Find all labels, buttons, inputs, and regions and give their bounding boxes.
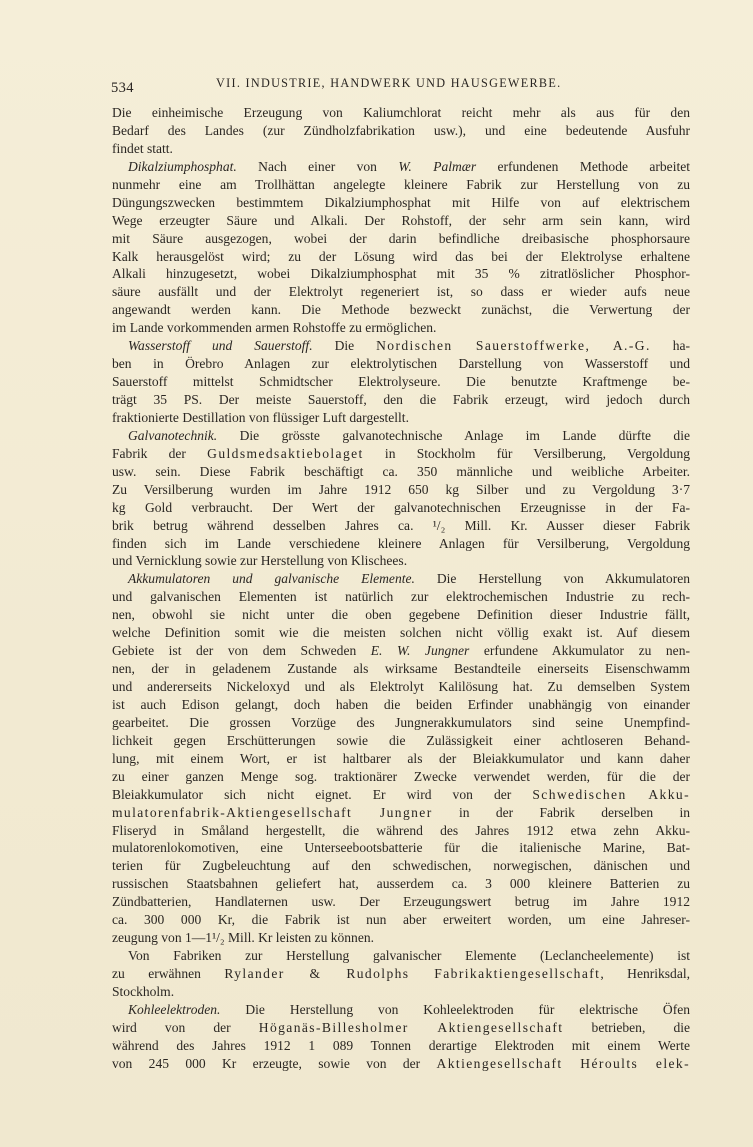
text-run: und galvanischen Elementen ist natürlich zur elektrochemischen Industrie zu rech- [112,589,690,605]
text-line [112,839,690,857]
text-line [112,230,690,248]
text-run: Bleiakkumulator sich nicht eignet. Er wird von der [112,786,533,802]
text-run: während des Jahres 1912 1 089 Tonnen derartige Elektroden mit einem Werte [112,1037,690,1053]
text-run: usw. sein. Diese Fabrik beschäftigt ca. 350 männliche und weibliche Arbeiter. [112,463,690,479]
text-line [112,1019,690,1037]
text-line [112,337,690,355]
text-run: nunmehr eine am Trollhättan angelegte kleinere Fabrik zur Herstellung von zu [112,176,690,192]
text-line [112,122,690,140]
text-run: erfundenen Methode arbeitet [476,158,690,174]
text-line [112,409,690,427]
text-line [112,606,690,624]
text-run: im Lande vorkommenden armen Rohstoffe zu ermöglichen. [112,320,437,336]
text-line [112,140,690,158]
text-run: trägt 35 PS. Der meiste Sauerstoff, den die Fabrik erzeugt, wird jedoch durch [112,392,690,407]
page-header [108,76,688,94]
text-run: Von Fabriken zur Herstellung galvanischer Elemente (Leclancheelemente) ist [128,948,690,964]
text-run: angewandt werden kann. Die Methode bezweckt zunächst, die Verwertung der [112,302,690,318]
text-run: finden sich im Lande verschiedene kleinere Anlagen für Versilberung, Vergoldung [112,535,690,551]
text-line [112,194,690,212]
text-run: in der Fabrik derselben in [432,804,690,820]
text-run: Gebiete ist der von dem Schweden [112,643,371,659]
text-run: mit Säure ausgezogen, wobei der darin befindliche dreibasische phosphorsaure [112,230,690,246]
text-run: Die einheimische Erzeugung von Kaliumchlorat reicht mehr als aus für den [112,105,690,120]
text-run: welche Definition somit wie die meisten solchen nicht völlig exakt ist. Auf diesem [112,625,690,641]
text-run: ben in Örebro Anlagen zur elektrolytischen Darstellung von Wasserstoff und [112,356,690,372]
text-line [112,427,690,445]
italic-run: Kohleelektroden. [128,1001,221,1017]
text-line [112,481,690,499]
text-run: lichkeit gegen Erschütterungen sowie die Zulässigkeit einer achtloseren Behand- [112,732,690,748]
text-run: ca. 300 000 Kr, die Fabrik ist nun aber erweitert worden, um eine Jahreser- [112,912,690,928]
text-line [112,588,690,606]
text-run: Alkali hinzugesetzt, wobei Dikalziumphosphat mit 35 % zitratlöslicher Phosphor- [112,266,690,282]
text-line [112,750,690,768]
text-line [112,911,690,929]
body-text [112,104,690,1073]
text-line [112,319,690,337]
text-line [112,696,690,714]
spaced-run: Nordischen Sauerstoffwerke, A.-G. [376,338,651,354]
text-line [112,570,690,588]
text-line [112,1001,690,1019]
text-line [112,983,690,1001]
text-line [112,355,690,373]
text-line [112,732,690,750]
italic-run: E. W. Jungner [370,643,470,659]
text-line [112,768,690,786]
text-run: nen, der in geladenem Zustande als wirksame Bestandteile einerseits Eisenschwamm [112,661,690,677]
running-title: VII. INDUSTRIE, HANDWERK UND HAUSGEWERBE. [216,76,562,90]
text-run: Düngungszwecken bestimmtem Dikalziumphosphat mit Hilfe von auf elektrischem [112,194,690,210]
text-run: betrieben, die [563,1019,690,1035]
page-number: 534 [111,80,134,96]
text-run: Nach einer von [236,158,399,174]
text-line [112,893,690,911]
text-run: fraktionierte Destillation von flüssiger Luft dargestellt. [112,409,409,425]
text-run: in Stockholm für Versilberung, Vergoldung [363,445,690,461]
text-run: Die grösste galvanotechnische Anlage im Lande dürfte die [217,427,690,443]
text-run: brik betrug während desselben Jahres ca. ¹/₂ Mill. Kr. Ausser dieser Fabrik [112,517,690,533]
text-run: findet statt. [112,140,173,156]
text-run: russischen Staatsbahnen geliefert hat, ausserdem ca. 3 000 kleinere Batterien zu [112,876,690,892]
text-run: nen, obwohl sie nicht unter die oben gegebene Definition dieser Industrie fällt, [112,607,690,623]
text-line [112,463,690,481]
spaced-run: Guldsmedsaktiebolaget [207,445,364,461]
text-run: erfundene Akkumulator zu nen- [469,643,690,659]
text-line [112,624,690,642]
text-line [112,875,690,893]
italic-run: W. Palmær [398,158,477,174]
text-line [112,158,690,176]
text-line [112,642,690,660]
text-line [112,1037,690,1055]
text-line [112,786,690,804]
text-line [112,248,690,266]
text-run: zu einer ganzen Menge sog. traktionärer Zwecke verwendet werden, für die der [112,768,690,784]
text-run: , Henriksdal, [600,966,690,981]
text-line [112,176,690,194]
text-line [112,373,690,391]
italic-run: Galvanotechnik. [128,427,218,443]
text-line [112,445,690,463]
italic-run: Dikalziumphosphat. [128,158,237,174]
text-run: ha- [650,338,691,354]
text-run: Fliseryd in Småland hergestellt, die während des Jahres 1912 etwa zehn Akku- [112,822,690,838]
spaced-run: Höganäs-Billesholmer Aktiengesellschaft [258,1019,564,1035]
text-run: Die [312,338,377,354]
text-run: Kalk herausgelöst wird; zu der Lösung wird das bei der Elektrolyse erhaltene [112,248,690,264]
text-run: zu erwähnen [112,966,225,981]
text-run: lung, mit einem Wort, er ist haltbarer als der Bleiakkumulator und kann daher [112,750,690,766]
text-run: Fabrik der [112,445,208,461]
text-run: gearbeitet. Die grossen Vorzüge des Jungnerakkumulators sind seine Unempfind- [112,714,690,730]
text-line [112,678,690,696]
text-run: und Vernicklung sowie zur Herstellung von Klischees. [112,553,408,569]
text-run: mulatorenlokomotiven, eine Unterseebootsbatterie für die italienische Marine, Bat- [112,840,690,856]
text-line [112,283,690,301]
text-run: Zu Versilberung wurden im Jahre 1912 650 kg Silber und zu Vergoldung 3·7 [112,481,690,497]
text-line [112,947,690,965]
spaced-run: mulatorenfabrik-Aktiengesellschaft Jungner [112,804,433,820]
text-line [112,552,690,570]
text-run: Die Herstellung von Kohleelektroden für elektrische Öfen [220,1001,690,1017]
text-line [112,104,690,122]
text-run: von 245 000 Kr erzeugte, sowie von der [112,1055,437,1071]
text-line [112,1055,690,1073]
text-line [112,301,690,319]
text-run: zeugung von 1—1¹/₂ Mill. Kr leisten zu können. [112,930,374,946]
text-line [112,212,690,230]
text-run: säure ausfällt und der Elektrolyt regeneriert ist, so dass er wieder aufs neue [112,284,690,300]
text-run: Bedarf des Landes (zur Zündholzfabrikation usw.), und eine bedeutende Ausfuhr [112,122,690,138]
text-line [112,822,690,840]
text-line [112,265,690,283]
text-run: ist auch Edison gelangt, doch haben die beiden Erfinder unabhängig von einander [112,696,690,712]
text-line [112,660,690,678]
text-line [112,535,690,553]
text-line [112,391,690,409]
text-line [112,857,690,875]
text-line [112,499,690,517]
text-run: Die Herstellung von Akkumulatoren [414,571,690,587]
text-line [112,965,690,983]
italic-run: Akkumulatoren und galvanische Elemente. [128,571,415,587]
text-line [112,517,690,535]
text-run: Stockholm. [112,983,175,999]
spaced-run: Rylander & Rudolphs Fabrikaktiengesellschaft [224,966,601,981]
text-run: und andererseits Nickeloxyd und als Elektrolyt Kalilösung hat. Zu demselben System [112,679,690,694]
text-run: Sauerstoff mittelst Schmidtscher Elektrolyseure. Die benutzte Kraftmenge be- [112,374,690,390]
text-run: Wege erzeugter Säure und Alkali. Der Rohstoff, der sehr arm sein kann, wird [112,212,690,228]
text-line [112,804,690,822]
text-line [112,929,690,947]
text-run: Zündbatterien, Handlaternen usw. Der Erzeugungswert betrug im Jahre 1912 [112,894,690,910]
text-line [112,714,690,732]
text-run: kg Gold verbraucht. Der Wert der galvanotechnischen Erzeugnisse in der Fa- [112,499,690,515]
spaced-run: Aktiengesellschaft Héroults elek- [436,1055,690,1071]
spaced-run: Schwedischen Akku- [532,786,690,802]
text-run: wird von der [112,1019,259,1035]
italic-run: Wasserstoff und Sauerstoff. [128,338,313,354]
text-run: terien für Zugbeleuchtung auf den schwedischen, norwegischen, dänischen und [112,858,690,874]
